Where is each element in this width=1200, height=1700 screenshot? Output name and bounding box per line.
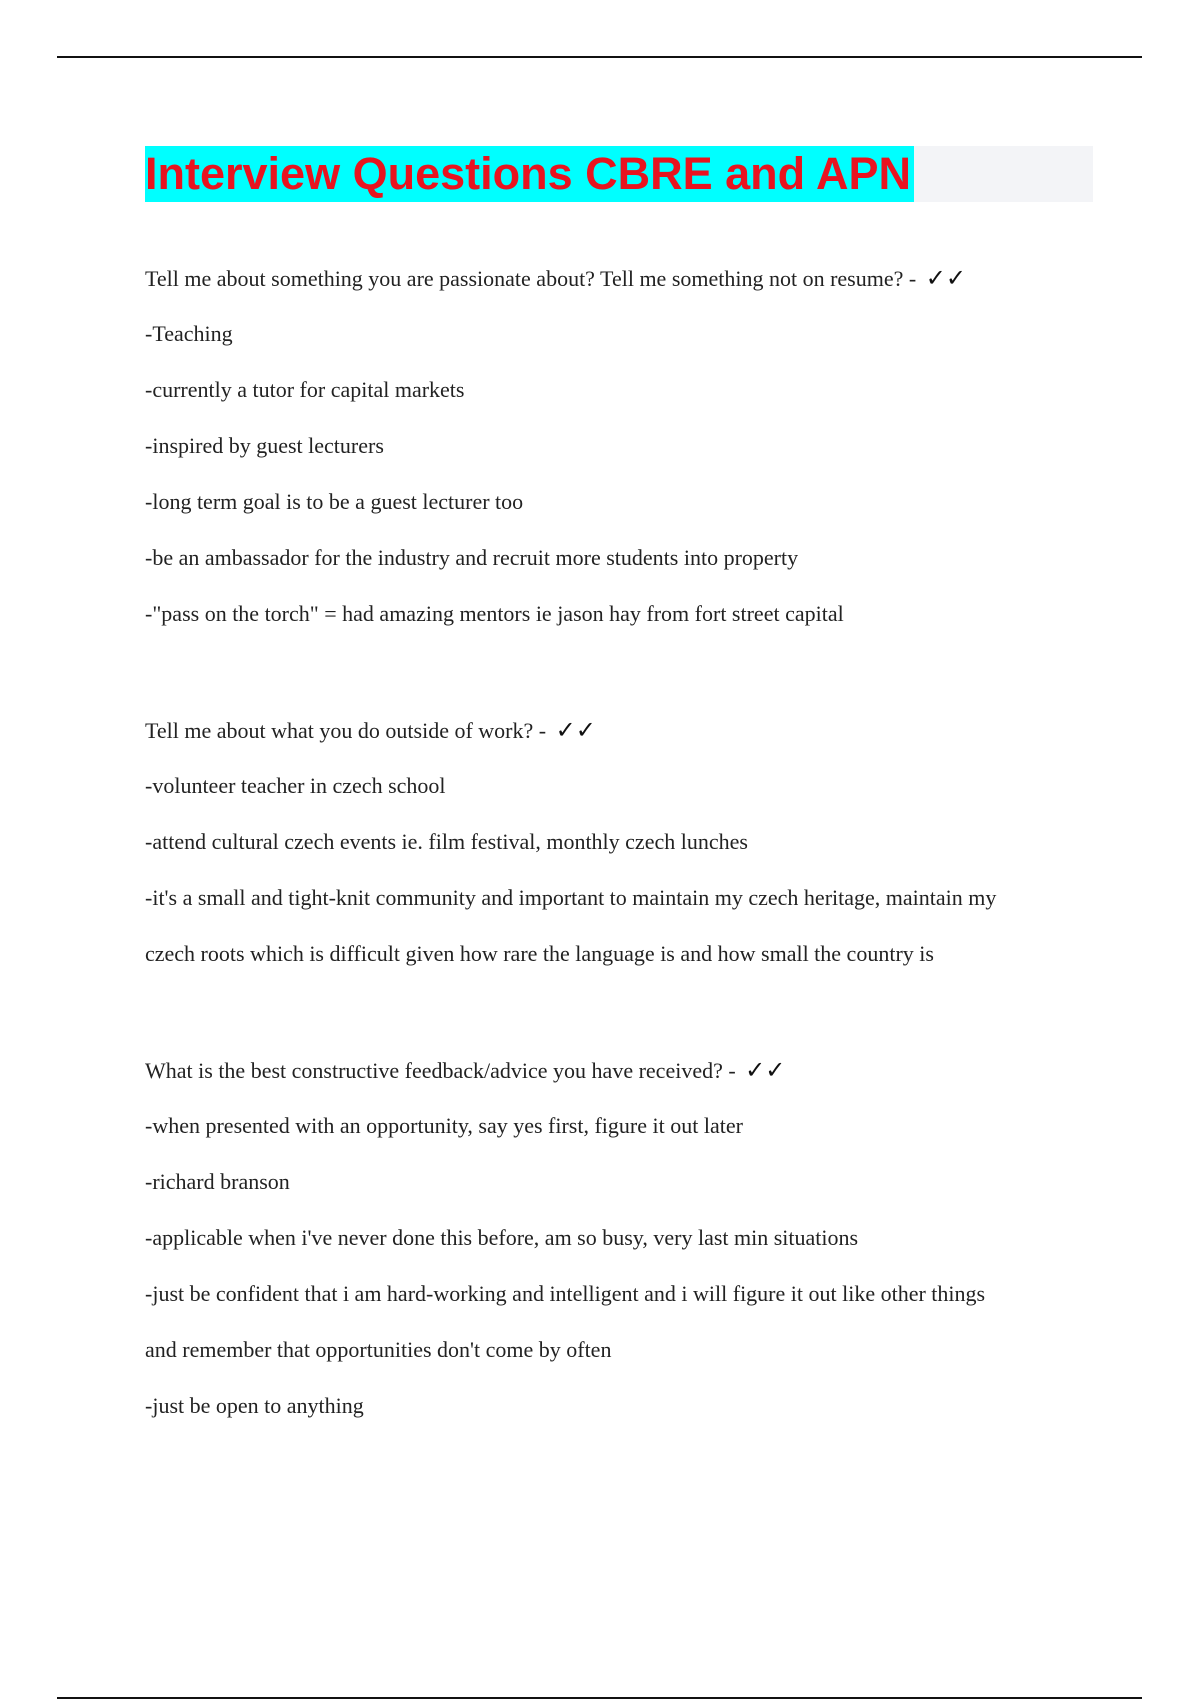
document-body — [145, 250, 1095, 1434]
section-gap — [145, 982, 1095, 1042]
double-check-icon: ✓✓ — [925, 264, 966, 292]
answer-line: -when presented with an opportunity, say yes first, figure it out later — [145, 1113, 743, 1138]
answer-line: -attend cultural czech events ie. film festival, monthly czech lunches — [145, 829, 748, 854]
double-check-icon: ✓✓ — [555, 716, 596, 744]
answer-line: -just be confident that i am hard-working and intelligent and i will figure it out like other things — [145, 1281, 986, 1306]
answer-line: -just be open to anything — [145, 1393, 364, 1418]
answer-line: -richard branson — [145, 1169, 290, 1194]
answer-line: -inspired by guest lecturers — [145, 433, 384, 458]
question: Tell me about what you do outside of work? - ✓✓ — [145, 716, 596, 744]
section-gap — [145, 642, 1095, 702]
double-check-icon: ✓✓ — [745, 1056, 786, 1084]
qa-section — [145, 702, 1095, 982]
qa-section — [145, 1042, 1095, 1434]
answer-line: and remember that opportunities don't come by often — [145, 1337, 612, 1362]
answer-line: -applicable when i've never done this before, am so busy, very last min situations — [145, 1225, 859, 1250]
question: What is the best constructive feedback/advice you have received? - ✓✓ — [145, 1056, 786, 1084]
answer-line: -currently a tutor for capital markets — [145, 377, 465, 402]
answer-line: czech roots which is difficult given how rare the language is and how small the country is — [145, 941, 934, 966]
answer-line: -long term goal is to be a guest lecturer too — [145, 489, 524, 514]
answer-line: -Teaching — [145, 321, 233, 346]
qa-section — [145, 250, 1095, 642]
question: Tell me about something you are passionate about? Tell me something not on resume? - ✓✓ — [145, 264, 966, 292]
answer-line: -volunteer teacher in czech school — [145, 773, 446, 798]
answer-line: -it's a small and tight-knit community and important to maintain my czech heritage, maintain my — [145, 885, 997, 910]
answer-line: -be an ambassador for the industry and recruit more students into property — [145, 545, 799, 570]
page-title: Interview Questions CBRE and APN — [145, 146, 914, 202]
bottom-rule — [57, 1697, 1142, 1699]
top-rule — [57, 56, 1142, 58]
answer-line: -"pass on the torch" = had amazing mentors ie jason hay from fort street capital — [145, 601, 844, 626]
